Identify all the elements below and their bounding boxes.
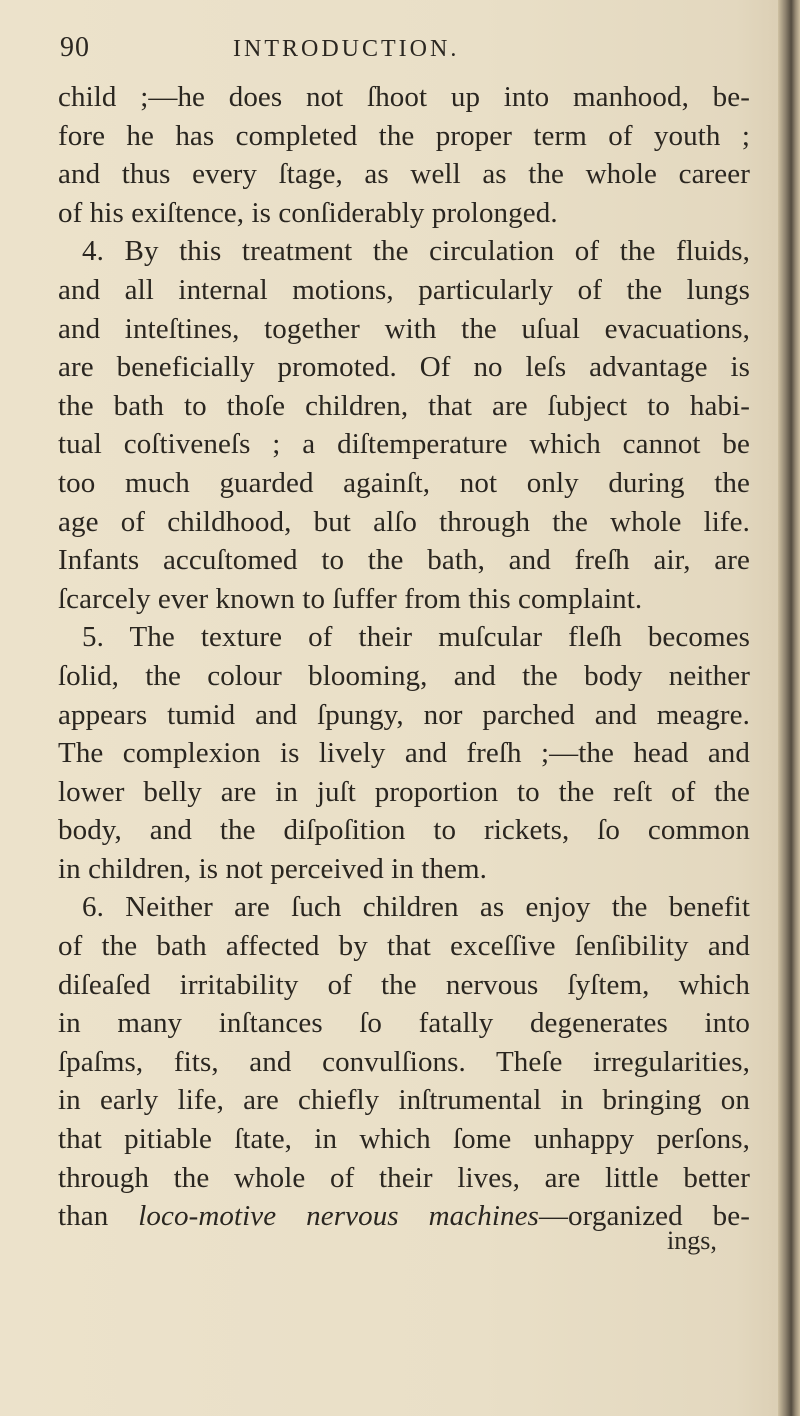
catchword: ings,: [667, 1226, 717, 1255]
text-line: of his exiſtence, is conſiderably prolonged.: [58, 196, 558, 229]
text-line: diſeaſed irritability of the nervous ſyſtem, which: [58, 968, 750, 1001]
text-line: in many inſtances ſo fatally degenerates into: [58, 1007, 750, 1040]
text-line: child ;—he does not ſhoot up into manhood, be-: [58, 81, 750, 113]
text-line: age of childhood, but alſo through the whole life.: [58, 505, 750, 538]
body-text: [58, 78, 750, 1236]
text-line: in children, is not perceived in them.: [58, 852, 488, 885]
binding-edge: [778, 0, 800, 1416]
text-line: ſcarcely ever known to ſuffer from this complaint.: [58, 582, 643, 615]
text-line: 6. Neither are ſuch children as enjoy the benefit: [82, 891, 750, 924]
text-line: in early life, are chiefly inſtrumental in bringing on: [58, 1084, 750, 1117]
text-line: are beneficially promoted. Of no leſs advantage is: [58, 351, 750, 384]
text-line: ſpaſms, fits, and convulſions. Theſe irregularities,: [58, 1045, 750, 1078]
text-line: Infants accuſtomed to the bath, and freſh air, are: [58, 544, 750, 577]
text-line: lower belly are in juſt proportion to the reſt of the: [58, 775, 750, 808]
text-line: through the whole of their lives, are little better: [58, 1161, 750, 1194]
text-line: body, and the diſpoſition to rickets, ſo common: [58, 814, 750, 847]
page-number: 90: [60, 32, 90, 63]
text-line: and inteſtines, together with the uſual evacuations,: [58, 312, 750, 345]
running-head: INTRODUCTION.: [233, 36, 460, 62]
text-line: ſolid, the colour blooming, and the body neither: [58, 659, 750, 692]
text-line-final: [58, 1197, 750, 1236]
text-line: and all internal motions, particularly of the lungs: [58, 273, 750, 306]
text-line: and thus every ſtage, as well as the whole career: [58, 158, 750, 191]
text-line: too much guarded againſt, not only during the: [58, 466, 750, 499]
text-line: fore he has completed the proper term of youth ;: [58, 119, 750, 152]
italic-phrase: loco-motive nervous machines: [138, 1200, 539, 1233]
final-line-start: than: [58, 1200, 139, 1233]
final-line-end: —organized be-: [538, 1200, 751, 1233]
page-header: [0, 30, 800, 70]
text-line: appears tumid and ſpungy, nor parched and meagre.: [58, 698, 750, 731]
text-line: 4. By this treatment the circulation of the fluids,: [82, 235, 750, 268]
text-line: tual coſtiveneſs ; a diſtemperature which cannot be: [58, 428, 750, 461]
text-line: that pitiable ſtate, in which ſome unhappy perſons,: [58, 1123, 750, 1156]
text-line: of the bath affected by that exceſſive ſenſibility and: [58, 930, 750, 963]
text-line: the bath to thoſe children, that are ſubject to habi-: [58, 389, 750, 422]
text-line: The complexion is lively and freſh ;—the head and: [58, 737, 750, 770]
text-line: 5. The texture of their muſcular fleſh becomes: [82, 621, 750, 654]
